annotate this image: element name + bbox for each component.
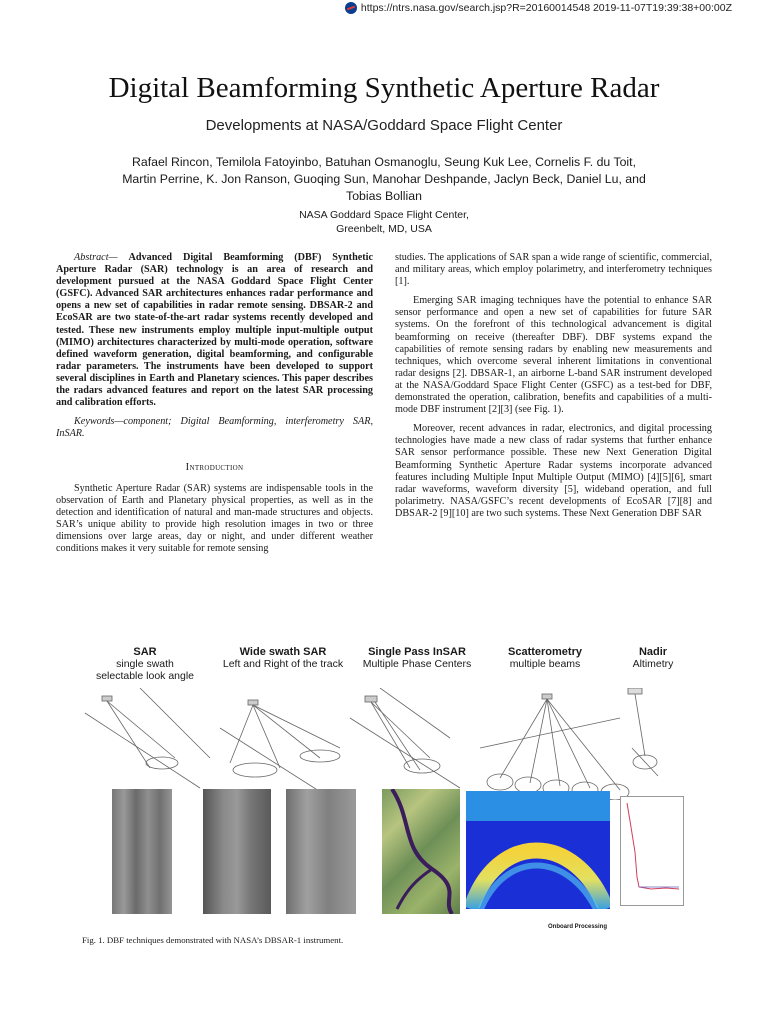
wideswath-geometry-sketch (220, 700, 340, 798)
author-list: Rafael Rincon, Temilola Fatoyinbo, Batuhan Osmanoglu, Seung Kuk Lee, Cornelis F. du Toit, Martin Perrine, K. Jon Ranson, Guoqing Sun, Manohar Deshpande, Jaclyn Beck, Daniel Lu, and Tobias Bollian (122, 155, 646, 203)
keywords: Keywords—component; Digital Beamforming, interferometry SAR, InSAR. (56, 416, 373, 440)
insar-image (382, 789, 460, 914)
panel-scatterometry-sub1: multiple beams (509, 658, 581, 670)
section-heading-introduction: Introduction (185, 462, 244, 474)
scatterometry-heatmap (466, 791, 610, 909)
nadir-geometry-sketch (628, 688, 658, 776)
panel-sar-sub2: selectable look angle (95, 670, 195, 682)
intro-paragraph-1: Synthetic Aperture Radar (SAR) systems are indispensable tools in the observation of Earth and Planetary physical properties, as well as in the detection and identification of natural and man-made structures and objects. SAR’s unique ability to provide high resolution images in two or three dimensions over large areas, day or night, and under different weather conditions makes it very suitable for remote sensing (56, 482, 373, 554)
paper-title: Digital Beamforming Synthetic Aperture Radar (108, 72, 660, 104)
panel-nadir-sub1: Altimetry (632, 658, 674, 670)
panel-nadir-title: Nadir (638, 646, 668, 658)
panel-nadir-label (618, 646, 688, 670)
right-paragraph-1: studies. The applications of SAR span a wide range of scientific, commercial, and military areas, which employ polarimetry, and interferometry techniques [1]. (395, 252, 712, 288)
altimetry-curve (621, 797, 683, 905)
affiliation-line-1: NASA Goddard Space Flight Center, (299, 209, 469, 221)
onboard-processing-label: Onboard Processing (548, 924, 608, 930)
ntrs-watermark[interactable] (345, 2, 732, 14)
panel-wideswath-title: Wide swath SAR (239, 646, 327, 658)
panel-sar-title: SAR (133, 646, 157, 658)
affiliation (0, 208, 768, 236)
right-paragraph-3: Moreover, recent advances in radar, electronics, and digital processing technologies have made a new class of radar systems that further enhance SAR sensor performance possible. These new Next Generation Digital Beamforming Synthetic Aperture Radar systems incorporate advanced features including Multiple Input Multiple Output (MIMO) [4][5][6], smart radar waveforms, waveform diversity [5], wideband operation, and full polarimetry. NASA/GSFC’s recent developments of EcoSAR [7][8] and DBSAR-2 [9][10] are two such systems. These Next Generation DBF SAR (395, 423, 712, 519)
wideswath-image-right (286, 789, 356, 914)
abstract-label: Abstract— (74, 252, 118, 263)
scatterometry-geometry-sketch (480, 694, 629, 800)
panel-scatterometry-title: Scatterometry (508, 646, 582, 658)
heatmap-arc-overlay (466, 791, 610, 909)
affiliation-line-2: Greenbelt, MD, USA (336, 223, 432, 235)
left-column (56, 252, 373, 562)
wideswath-image-left (203, 789, 271, 914)
sar-image (112, 789, 172, 914)
panel-wideswath-sub1: Left and Right of the track (222, 658, 344, 670)
panel-sar-sub1: single swath (116, 658, 174, 670)
beam-geometry-diagrams (80, 688, 712, 800)
right-column (395, 252, 712, 527)
watermark-text: https://ntrs.nasa.gov/search.jsp?R=20160014548 2019-11-07T19:39:38+00:00Z (360, 2, 732, 14)
panel-insar-sub1: Multiple Phase Centers (362, 658, 472, 670)
abstract-text: Advanced Digital Beamforming (DBF) Synthetic Aperture Radar (SAR) technology is an area of research and development pursued at the NASA Goddard Space Flight Center (GSFC). Advanced SAR architectures enhances radar performance and opens a new set of capabilities in radar remote sensing. DBSAR-2 and EcoSAR are two state-of-the-art radar systems recently developed and tested. These new instruments employ multiple input-multiple output (MIMO) architectures characterized by multi-mode operation, software defined waveform generation, digital beamforming, and configurable radar parameters. The instruments have been developed to support several disciplines in Earth and Planetary sciences. This paper describes the radars advanced features and report on the latest SAR processing and calibration efforts. (56, 252, 374, 409)
panel-wideswath-label (208, 646, 358, 670)
nadir-altimetry-plot (620, 796, 684, 906)
panel-sar-label (80, 646, 210, 682)
panel-scatterometry-label (480, 646, 610, 670)
sar-geometry-sketch (85, 688, 210, 788)
right-paragraph-2: Emerging SAR imaging techniques have the potential to enhance SAR sensor performance and open a new set of capabilities for future SAR systems. On the forefront of this technological advancement is digital beamforming on receive (thereafter DBF). DBF systems expand the capabilities of remote sensing radars by enabling new measurements and techniques, which overcome several inherent limitations in conventional radar designs [2]. DBSAR-1, an airborne L-band SAR instrument developed at the NASA/Goddard Space Flight Center (GSFC) as a test-bed for DBF, demonstrated the operation, calibration, benefits and capabilities of a multi-mode DBF instrument [2][3] (see Fig. 1). (395, 295, 712, 416)
paper-subtitle: Developments at NASA/Goddard Space Flight Center (205, 117, 563, 134)
figure-caption: Fig. 1. DBF techniques demonstrated with NASA’s DBSAR-1 instrument. (82, 935, 344, 945)
figure-1 (80, 638, 712, 938)
abstract (56, 252, 373, 409)
insar-geometry-sketch (350, 688, 460, 788)
insar-river-overlay (382, 789, 460, 914)
panel-insar-title: Single Pass InSAR (368, 646, 466, 658)
nasa-logo-icon (345, 2, 357, 14)
panel-insar-label (352, 646, 482, 670)
